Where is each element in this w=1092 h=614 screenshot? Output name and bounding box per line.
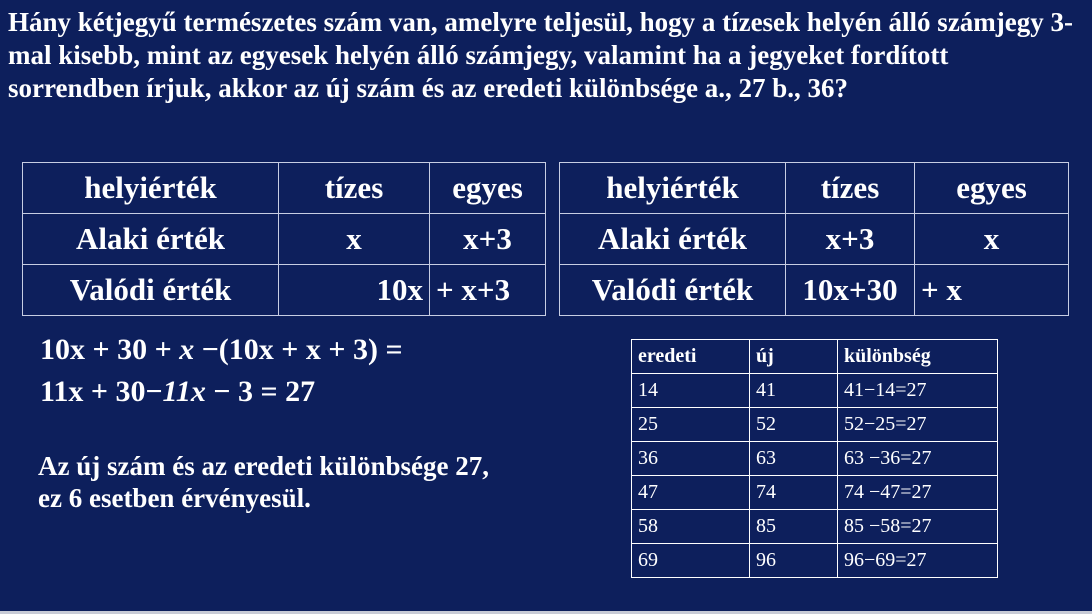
header-cell: tízes [279,163,430,214]
table-cell: x+3 [430,214,546,265]
table-cell: 41−14=27 [838,374,998,408]
table-row [632,374,998,408]
column-header: eredeti [632,340,750,374]
table-cell: 52 [750,408,838,442]
equation-part: − 3 = 27 [205,375,316,408]
table-cell: 47 [632,476,750,510]
table-cell: 74 −47=27 [838,476,998,510]
table-cell: 25 [632,408,750,442]
column-header: új [750,340,838,374]
place-value-table-reversed [559,162,1069,316]
table-row [632,544,998,578]
equation-part: 11x + 30− [40,375,163,408]
table-cell: 63 [750,442,838,476]
table-header-row [632,340,998,374]
table-cell: 85 −58=27 [838,510,998,544]
equation-part: −(10x + x + 3) = [194,333,403,366]
table-row [23,265,546,316]
equation-line-1 [40,333,403,367]
conclusion-text [38,450,489,514]
table-row [632,476,998,510]
row-label: Alaki érték [23,214,279,265]
table-cell: + x [915,265,1069,316]
table-cell: x+3 [786,214,915,265]
table-row [560,214,1069,265]
table-cell: 69 [632,544,750,578]
table-cell: 96 [750,544,838,578]
table-cell: 63 −36=27 [838,442,998,476]
table-cell: 85 [750,510,838,544]
table-cell: 58 [632,510,750,544]
table-cell: 52−25=27 [838,408,998,442]
difference-table [631,339,998,578]
row-label: Valódi érték [560,265,786,316]
table-row [23,214,546,265]
place-value-table-original [22,162,546,316]
conclusion-line: Az új szám és az eredeti különbsége 27, [38,451,489,481]
table-row [560,163,1069,214]
header-cell: helyiérték [560,163,786,214]
header-cell: egyes [430,163,546,214]
column-header: különbség [838,340,998,374]
table-row [632,510,998,544]
table-cell: 14 [632,374,750,408]
table-cell: 96−69=27 [838,544,998,578]
table-cell: + x+3 [430,265,546,316]
table-row [23,163,546,214]
table-row [632,442,998,476]
table-cell: x [279,214,430,265]
row-label: Valódi érték [23,265,279,316]
table-cell: 10x+30 [786,265,915,316]
table-cell: 74 [750,476,838,510]
row-label: Alaki érték [560,214,786,265]
equation-variable: 11x [162,375,206,408]
table-cell: 36 [632,442,750,476]
table-cell: x [915,214,1069,265]
question-text: Hány kétjegyű természetes szám van, amelyre teljesül, hogy a tízesek helyén álló számjegy 3-mal kisebb, mint az egyesek helyén álló számjegy, valamint ha a jegyeket fordított sorrendben írjuk, akkor az új szám és az eredeti különbsége a., 27 b., 36? [8,7,1074,103]
table-cell: 10x [279,265,430,316]
equation-line-2 [40,375,315,409]
header-cell: helyiérték [23,163,279,214]
table-cell: 41 [750,374,838,408]
equation-part: 10x + 30 + [40,333,180,366]
table-row [632,408,998,442]
conclusion-line: ez 6 esetben érvényesül. [38,483,311,513]
table-row [560,265,1069,316]
header-cell: egyes [915,163,1069,214]
header-cell: tízes [786,163,915,214]
equation-variable: x [179,333,195,366]
